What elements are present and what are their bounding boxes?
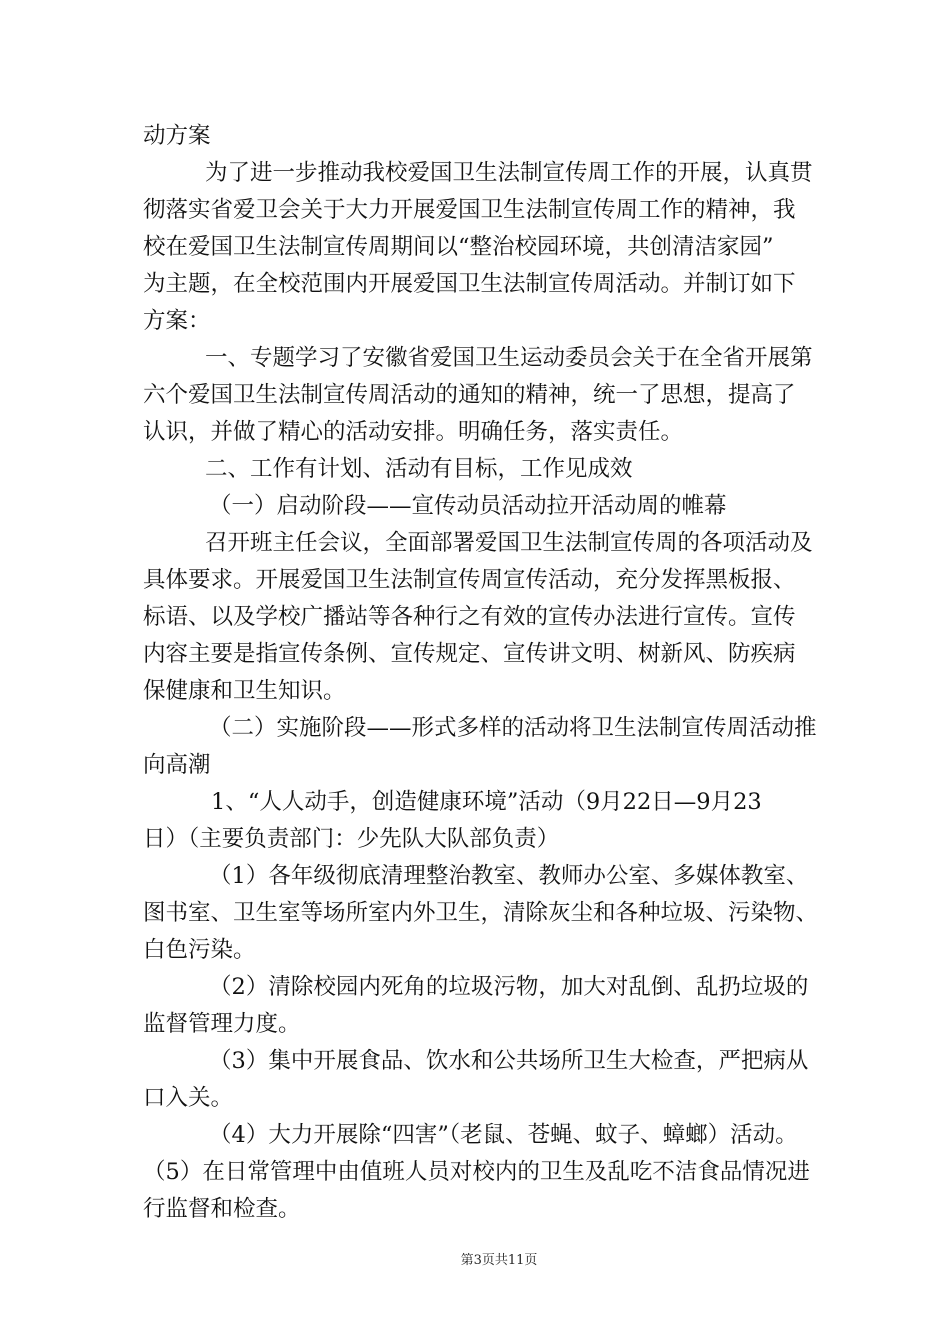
paragraph-line: 白色污染。 bbox=[143, 937, 256, 963]
paragraph-line: 监督管理力度。 bbox=[143, 1011, 301, 1037]
paragraph-line: 方案： bbox=[143, 308, 211, 334]
subsection-heading: （二）实施阶段——形式多样的活动将卫生法制宣传周活动推 bbox=[209, 715, 817, 741]
paragraph-line: 一、专题学习了安徽省爱国卫生运动委员会关于在全省开展第 bbox=[205, 345, 813, 371]
paragraph-line: 为了进一步推动我校爱国卫生法制宣传周工作的开展，认真贯 bbox=[205, 160, 813, 186]
list-item: （4）大力开展除“四害”（老鼠、苍蝇、蚊子、蟑螂）活动。 bbox=[209, 1122, 798, 1148]
paragraph-line: 召开班主任会议，全面部署爱国卫生法制宣传周的各项活动及 bbox=[205, 530, 813, 556]
paragraph-line: 标语、以及学校广播站等各种行之有效的宣传办法进行宣传。宣传 bbox=[143, 604, 796, 630]
paragraph-line: 认识，并做了精心的活动安排。明确任务，落实责任。 bbox=[143, 419, 684, 445]
list-item: （2）清除校园内死角的垃圾污物，加大对乱倒、乱扔垃圾的 bbox=[209, 974, 809, 1000]
list-item: （3）集中开展食品、饮水和公共场所卫生大检查，严把病从 bbox=[209, 1048, 809, 1074]
paragraph-line: 行监督和检查。 bbox=[143, 1196, 301, 1222]
list-item: （1）各年级彻底清理整治教室、教师办公室、多媒体教室、 bbox=[209, 863, 809, 889]
section-heading: 二、工作有计划、活动有目标，工作见成效 bbox=[205, 456, 633, 482]
subsection-heading: （一）启动阶段——宣传动员活动拉开活动周的帷幕 bbox=[209, 493, 727, 519]
list-item: （5）在日常管理中由值班人员对校内的卫生及乱吃不洁食品情况进 bbox=[143, 1159, 810, 1185]
paragraph-line: 具体要求。开展爱国卫生法制宣传周宣传活动，充分发挥黑板报、 bbox=[143, 567, 796, 593]
paragraph-line: 彻落实省爱卫会关于大力开展爱国卫生法制宣传周工作的精神，我 bbox=[143, 197, 796, 223]
paragraph-line: 动方案 bbox=[143, 123, 211, 149]
paragraph-line: 校在爱国卫生法制宣传周期间以“整治校园环境，共创清洁家园” bbox=[143, 234, 774, 260]
paragraph-line: 口入关。 bbox=[143, 1085, 234, 1111]
paragraph-line: 向高潮 bbox=[143, 752, 211, 778]
paragraph-line: 内容主要是指宣传条例、宣传规定、宣传讲文明、树新风、防疾病 bbox=[143, 641, 796, 667]
paragraph-line: 图书室、卫生室等场所室内外卫生，清除灰尘和各种垃圾、污染物、 bbox=[143, 900, 819, 926]
page-number: 第3页共11页 bbox=[460, 1253, 538, 1268]
paragraph-line: 日）（主要负责部门：少先队大队部负责） bbox=[143, 826, 560, 852]
paragraph-line: 为主题，在全校范围内开展爱国卫生法制宣传周活动。并制订如下 bbox=[143, 271, 796, 297]
paragraph-line: 保健康和卫生知识。 bbox=[143, 678, 346, 704]
paragraph-line: 六个爱国卫生法制宣传周活动的通知的精神，统一了思想，提高了 bbox=[143, 382, 796, 408]
document-body bbox=[143, 118, 819, 1228]
list-item: 1、“人人动手，创造健康环境”活动（9月22日—9月23 bbox=[211, 789, 762, 815]
